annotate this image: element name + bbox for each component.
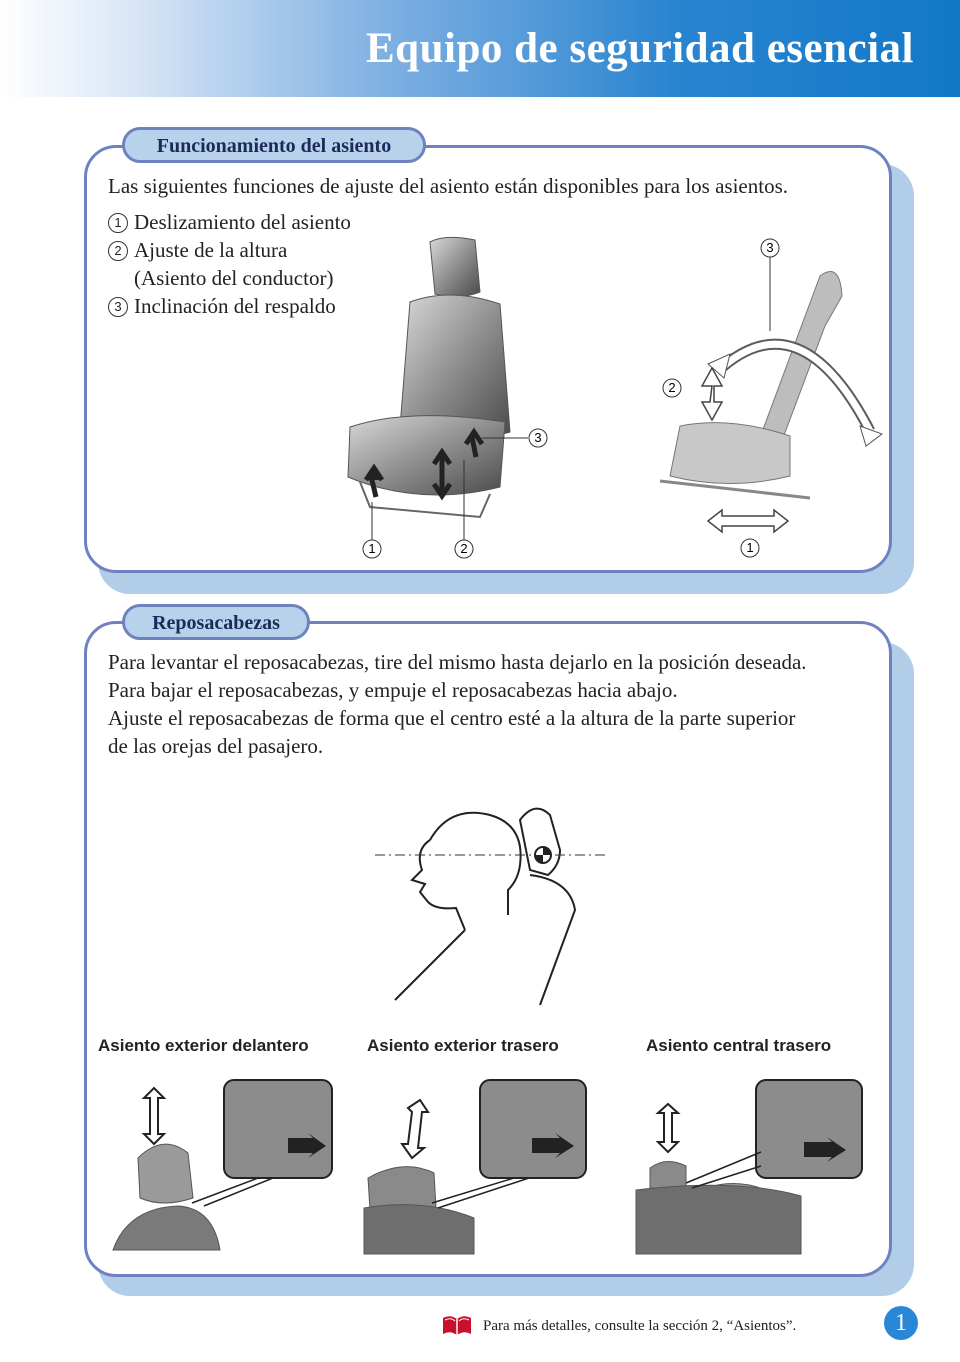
caption-rear-center: Asiento central trasero: [646, 1036, 832, 1055]
seat-item-slide: [108, 208, 351, 236]
seat-front-illustration: [340, 232, 570, 562]
callout-one: 1: [746, 540, 754, 555]
front-headrest-illustration: [108, 1078, 338, 1254]
rear-center-headrest-illustration: [636, 1078, 866, 1254]
page-title: Equipo de seguridad esencial: [365, 25, 914, 72]
seat-item-label: Deslizamiento del asiento: [134, 210, 351, 234]
footer-note: Para más detalles, consulte la sección 2, “Asientos”.: [483, 1318, 797, 1334]
callout-two: 2: [668, 380, 676, 395]
seat-item-recline: [108, 292, 336, 320]
headrest-line-1: Para levantar el reposacabezas, tire del mismo hasta dejarlo en la posición deseada.: [108, 650, 807, 674]
callout-number: 2: [108, 241, 128, 261]
rear-outboard-headrest-illustration: [364, 1078, 590, 1254]
page-number: 1: [884, 1306, 918, 1340]
headrest-line-3: Ajuste el reposacabezas de forma que el centro esté a la altura de la parte superior: [108, 706, 796, 730]
seat-side-illustration: [650, 236, 890, 562]
headrest-line-4: de las orejas del pasajero.: [108, 734, 324, 758]
seat-item-height: [108, 236, 287, 264]
caption-rear-outboard: Asiento exterior trasero: [367, 1036, 559, 1055]
headrest-section-tab: Reposacabezas: [122, 604, 310, 640]
callout-number: 1: [108, 213, 128, 233]
callout-three: 3: [534, 430, 542, 445]
callout-number: 3: [108, 297, 128, 317]
headrest-line-2: Para bajar el reposacabezas, y empuje el reposacabezas hacia abajo.: [108, 678, 678, 702]
seat-item-label: Inclinación del respaldo: [134, 294, 336, 318]
seat-item-label: Ajuste de la altura: [134, 238, 288, 262]
book-icon: [441, 1314, 473, 1336]
callout-two: 2: [460, 541, 468, 556]
caption-front-outboard: Asiento exterior delantero: [98, 1036, 309, 1055]
seat-intro: Las siguientes funciones de ajuste del asiento están disponibles para los asientos.: [108, 174, 789, 198]
head-position-diagram: [370, 780, 610, 1005]
seat-section-tab: Funcionamiento del asiento: [122, 127, 426, 163]
page-header: [0, 0, 960, 97]
seat-item-height-note: (Asiento del conductor): [134, 266, 334, 290]
callout-one: 1: [368, 541, 376, 556]
callout-three: 3: [766, 240, 774, 255]
